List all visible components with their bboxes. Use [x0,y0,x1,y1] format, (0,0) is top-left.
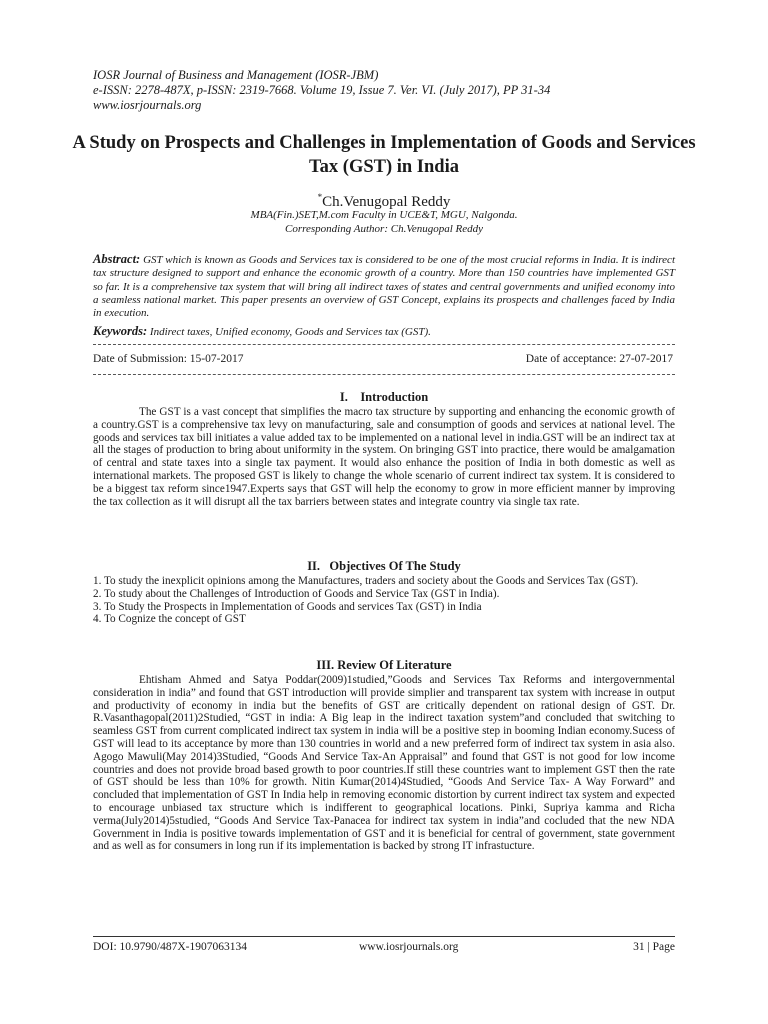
divider-bottom [93,374,675,375]
section-heading-introduction: I. Introduction [339,390,429,404]
corresponding-author: Corresponding Author: Ch.Venugopal Reddy [285,223,483,235]
keywords [93,324,675,339]
page-number: 31 | Page [633,941,675,953]
journal-header [93,68,693,113]
author-name: Ch.Venugopal Reddy [322,194,451,210]
objective-item: 4. To Cognize the concept of GST [93,613,246,626]
author-affiliation: MBA(Fin.)SET,M.com Faculty in UCE&T, MGU, Nalgonda. [250,209,518,221]
divider-top [93,344,675,345]
section-heading-objectives: II. Objectives Of The Study [307,559,461,573]
objectives-list [93,575,675,626]
objective-item: 1. To study the inexplicit opinions among the Manufactures, traders and society about the Goods and Services Tax (GST). [93,575,639,587]
doi: DOI: 10.9790/487X-1907063134 [93,941,247,953]
journal-issn: e-ISSN: 2278-487X, p-ISSN: 2319-7668. Volume 19, Issue 7. Ver. VI. (July 2017), PP 31-34 [93,83,551,97]
abstract [93,253,675,320]
literature-review-text: Ehtisham Ahmed and Satya Poddar(2009)1studied,”Goods and Services Tax Reforms and intergovernmental consideration in india” and found that GST introduction will provide simplier and transparent tax system with increase in output and productivity of economy in india but the benefits of GST are critically dependent on rational design of GST. Dr. R.Vasanthagopal(2011)2Studied, “GST in india: A Big leap in the indirect taxation system”and concluded that switching to seamless GST from current complicated indirect tax system in india will be a positive step in booming Indian economy.Sucess of GST will lead to its acceptance by more than 130 countries in world and a new preferred form of indirect tax system in asia also. Agogo Mawuli(May 2014)3Studied, “Goods And Service Tax-An Appraisal” and found that GST is not good for low income countries and does not provide broad based growth to poor countries.If still these countries want to implement GST then the rate of GST should be less than 10% for growth. Nitin Kumar(2014)4Studied, “Goods And Service Tax- A Way Forward” and concluded that implementation of GST In India help in removing economic distortion by current indirect tax system and expected to encourage unbiased tax structure which is indifferent to geographical locations. Pinki, Supriya kamma and Richa verma(July2014)5studied, “Goods And Service Tax-Panacea for indirect tax system in india”and cocluded that the new NDA Government in India is positive towards implementation of GST and it is beneficial for central of government, state government and as well as for consumers in long run if its implementation is backed by strong IT infrastucture. [93,674,675,853]
author-affiliation-block [0,208,768,236]
author-marker: * [317,192,323,202]
acceptance-date: Date of acceptance: 27-07-2017 [525,353,673,365]
keywords-text: Indirect taxes, Unified economy, Goods and Services tax (GST). [149,326,431,338]
introduction-text: The GST is a vast concept that simplifies the macro tax structure by supporting and enhancing the economic growth of a country.GST is a comprehensive tax levy on manufacturing, sale and consumption of goods and services at national level. The goods and services tax bill initiates a value added tax to be implemented on a national level in india.GST will be an indirect tax at all the stages of production to bring about uniformity in the system. On bringing GST into practice, there would be amalgamation of central and state taxes into a single tax payment. It would also enhance the position of India in both domestic as well as international markets. The proposed GST is likely to change the whole scenario of current indirect tax system. It is considered to be a biggest tax reform since1947.Experts says that GST will help the economy to grow in more efficient manner by improving the tax collection as it will disrupt all the tax barriers between states and integrate country via single tax rate. [93,406,675,508]
submission-date: Date of Submission: 15-07-2017 [93,353,244,365]
objective-item: 2. To study about the Challenges of Introduction of Goods and Service Tax (GST in India). [93,587,500,600]
keywords-label: Keywords: [93,324,148,338]
abstract-label: Abstract: [93,252,141,266]
dates-row [93,352,673,366]
section-heading-literature: III. Review Of Literature [316,658,452,672]
footer-website: www.iosrjournals.org [359,941,459,953]
abstract-text: GST which is known as Goods and Services tax is considered to be one of the most crucial reforms in India. It is indirect tax structure designed to support and enhance the economic growth of a country. More than 150 countries have implemented GST so far. It is a comprehensive tax system that will bring all indirect taxes of states and central governments and unified economy into a seamless national market. This paper presents an overview of GST Concept, explains its prospects and challenges faced by India in execution. [93,254,676,320]
objective-item: 3. To Study the Prospects in Implementation of Goods and services Tax (GST) in India [93,600,482,613]
journal-url: www.iosrjournals.org [93,98,202,112]
journal-name: IOSR Journal of Business and Management (IOSR-JBM) [93,68,379,82]
footer-rule [93,936,675,937]
paper-title: A Study on Prospects and Challenges in Implementation of Goods and Services Tax (GST) in India [72,133,696,177]
